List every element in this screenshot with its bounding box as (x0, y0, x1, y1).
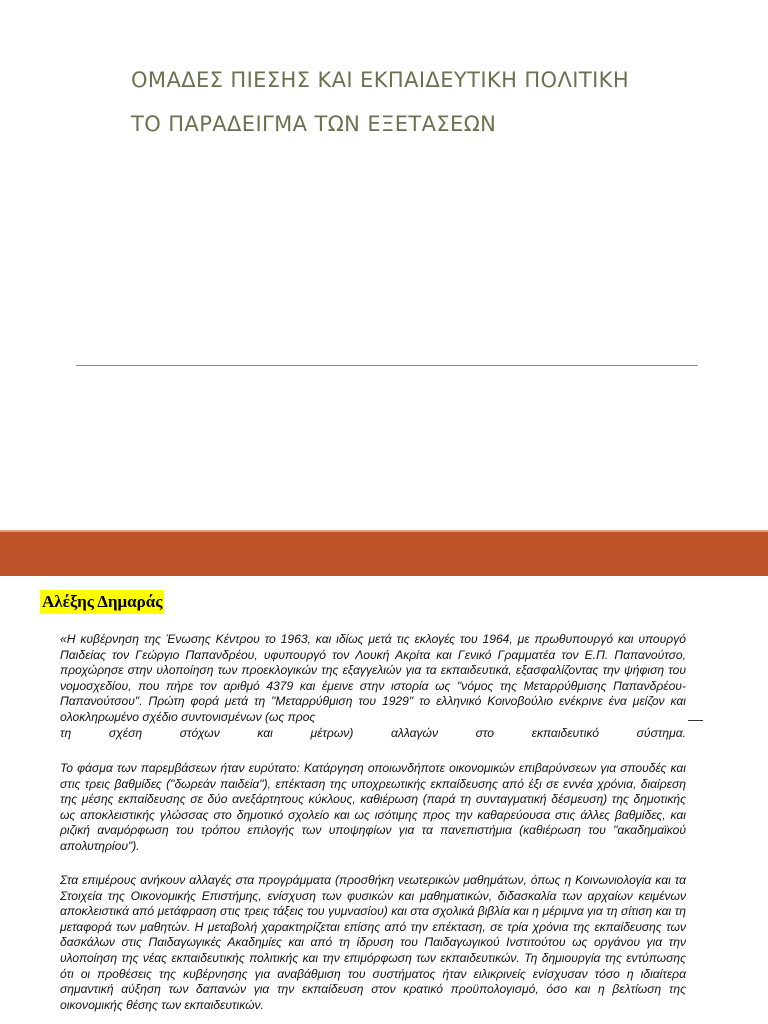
quote-paragraph-3: Στα επιμέρους ανήκουν αλλαγές στα προγράμματα (προσθήκη νεωτερικών μαθημάτων, όπως η Κοινωνιολογία και τα Στοιχεία της Οικονομικής Επιστήμης, ενίσχυση των φυσικών και μαθηματικών, διδασκαλία των αρχαίων κειμένων αποκλειστικά από μετάφραση στις τρεις τάξεις του γυμνασίου) και στα σχολικά βιβλία και η μέριμνα για τη σίτιση και τη μεταφορά των μαθητών. Η μεταβολή χαρακτηρίζεται επίσης από την επέκταση, σε τρία χρόνια της εκπαίδευσης των δασκάλων στις Παιδαγωγικές Ακαδημίες και από τη ίδρυση του Παιδαγωγικού Ινστιτούτου ως οργάνου για την υλοποίηση της νέας εκπαιδευτικής πολιτικής και την επιμόρφωση των εκπαιδευτικών. Τη δημιουργία της εντύπωσης ότι οι προθέσεις της κυβέρνησης για αναβάθμιση του συστήματος ήταν ειλικρινείς ενίσχυσαν τόσο η ιδιαίτερα σημαντική αύξηση των δαπανών για την εκπαίδευση στον κρατικό προϋπολογισμό, όσο και η βελτίωση της οικονομικής θέσης των εκπαιδευτικών. (60, 873, 686, 1012)
paragraph-1-last-line: τη σχέση στόχων και μέτρων) αλλαγών στο εκπαιδευτικό σύστημα. (60, 725, 686, 740)
quote-paragraph-1 (60, 632, 686, 741)
title-divider (76, 365, 698, 366)
dash-mark (688, 720, 703, 721)
slide-title-line-1: ΟΜΑΔΕΣ ΠΙΕΣΗΣ ΚΑΙ ΕΚΠΑΙΔΕΥΤΙΚΗ ΠΟΛΙΤΙΚΗ (131, 68, 630, 92)
slide-separator-band (0, 532, 768, 576)
paragraph-1-text: «Η κυβέρνηση της Ένωσης Κέντρου το 1963, και ιδίως μετά τις εκλογές του 1964, με πρωθυπουργό και υπουργό Παιδείας τον Γεώργιο Παπανδρέου, υφυπουργό τον Λουκή Ακρίτα και Γενικό Γραμματέα τον Ε.Π. Παπανούτσο, προχώρησε στην υλοποίηση των προεκλογικών της εξαγγελιών για τα εκπαιδευτικά, εξασφαλίζοντας την ψήφιση του νομοσχεδίου, που πήρε τον αριθμό 4379 και έμεινε στην ιστορία ως "νόμος της Μεταρρύθμισης Παπανδρέου-Παπανούτσου". Πρώτη φορά μετά τη "Μεταρρύθμιση του 1929" το ελληνικό Κοινοβούλιο ενέκρινε ένα μείζον και ολοκληρωμένο σχέδιο συντονισμένων (ως προς (60, 632, 686, 724)
slide-title-line-2: ΤΟ ΠΑΡΑΔΕΙΓΜΑ ΤΩΝ ΕΞΕΤΑΣΕΩΝ (131, 112, 497, 136)
author-heading: Αλέξης Δημαράς (40, 590, 164, 614)
quote-paragraph-2: Το φάσμα των παρεμβάσεων ήταν ευρύτατο: Κατάργηση οποιωνδήποτε οικονομικών επιβαρύνσεων για σπουδές και στις τρεις βαθμίδες ("δωρεάν παιδεία"), επέκταση της υποχρεωτικής εκπαίδευσης από έξι σε εννέα χρόνια, διαίρεση της μέσης εκπαίδευσης σε δύο ανεξάρτητους κύκλους, καθιέρωση (παρά τη συνταγματική δέσμευση) της δημοτικής ως αποκλειστικής γλώσσας στο δημοτικό σχολείο και ως ισότιμης προς την καθαρεύουσα στις άλλες βαθμίδες, και ριζική αναμόρφωση του τρόπου επιλογής των υποψηφίων για τα πανεπιστήμια (καθιέρωση του "ακαδημαϊκού απολυτηρίου"). (60, 761, 686, 853)
